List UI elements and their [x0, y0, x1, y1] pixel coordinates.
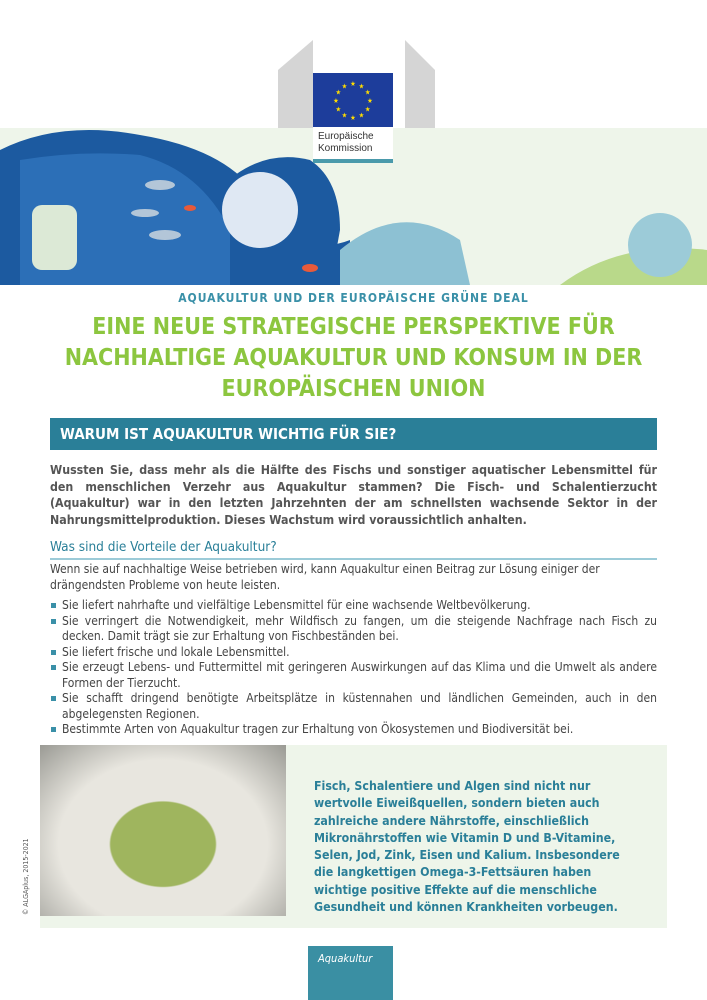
section-heading: WARUM IST AQUAKULTUR WICHTIG FÜR SIE? — [50, 418, 657, 450]
footer-tab: Aquakultur — [308, 946, 393, 1000]
logo-underline — [313, 159, 393, 163]
star-icon: ★ — [367, 97, 373, 105]
star-icon: ★ — [335, 105, 342, 114]
star-icon: ★ — [364, 105, 371, 114]
star-icon: ★ — [350, 114, 356, 122]
star-icon: ★ — [358, 111, 365, 120]
eu-flag-icon — [313, 73, 393, 127]
star-icon: ★ — [335, 88, 342, 97]
logo-text: Europäische Kommission — [318, 131, 374, 154]
photo-credit: © ALGAplus, 2015-2021 — [22, 838, 30, 915]
subheading: Was sind die Vorteile der Aquakultur? — [50, 539, 657, 560]
star-icon: ★ — [358, 82, 365, 91]
list-item: Sie schafft dringend benötigte Arbeitsplätze in küstennahen und ländlichen Gemeinden, auch in den abgelegensten Regionen. — [50, 691, 657, 722]
list-item: Bestimmte Arten von Aquakultur tragen zur Erhaltung von Ökosystemen und Biodiversität bei. — [50, 722, 657, 738]
star-icon: ★ — [364, 88, 371, 97]
fish-dish-photo — [40, 745, 286, 916]
star-icon: ★ — [333, 97, 339, 105]
page-title: EINE NEUE STRATEGISCHE PERSPEKTIVE FÜR NACHHALTIGE AQUAKULTUR UND KONSUM IN DER EUROPÄISCHEN UNION — [64, 314, 643, 402]
list-item: Sie verringert die Notwendigkeit, mehr Wildfisch zu fangen, um die steigende Nachfrage nach Fisch zu decken. Damit trägt sie zur Erhaltung von Fischbeständen bei. — [50, 614, 657, 645]
benefits-list — [50, 598, 657, 738]
intro-paragraph: Wussten Sie, dass mehr als die Hälfte des Fischs und sonstiger aquatischer Lebensmittel für den menschlichen Verzehr aus Aquakultur stammen? Die Fisch- und Schalentierzucht (Aquakultur) war in den letzten Jahrzehnten der am schnellsten wachsende Sektor in der Nahrungsmittelproduktion. Dieses Wachstum wird voraussichtlich anhalten. — [50, 463, 657, 527]
kicker: AQUAKULTUR UND DER EUROPÄISCHE GRÜNE DEAL — [178, 291, 529, 305]
star-icon: ★ — [350, 80, 356, 88]
lead-paragraph: Wenn sie auf nachhaltige Weise betrieben wird, kann Aquakultur einen Beitrag zur Lösung einiger der drängendsten Probleme von heute leisten. — [50, 562, 600, 592]
list-item: Sie liefert nahrhafte und vielfältige Lebensmittel für eine wachsende Weltbevölkerung. — [50, 598, 657, 614]
star-icon: ★ — [341, 82, 348, 91]
info-text: Fisch, Schalentiere und Algen sind nicht nur wertvolle Eiweißquellen, sondern bieten auch zahlreiche andere Nährstoffe, einschließlich Mikronährstoffen wie Vitamin D und B-Vitamine, Selen, Jod, Zink, Eisen und Kalium. Insbesondere die langkettigen Omega-3-Fettsäuren haben wichtige positive Effekte auf die menschliche Gesundheit und können Krankheiten vorbeugen. — [314, 779, 620, 915]
list-item: Sie erzeugt Lebens- und Futtermittel mit geringeren Auswirkungen auf das Klima und die Umwelt als andere Formen der Tierzucht. — [50, 660, 657, 691]
star-icon: ★ — [341, 111, 348, 120]
list-item: Sie liefert frische und lokale Lebensmittel. — [50, 645, 657, 661]
